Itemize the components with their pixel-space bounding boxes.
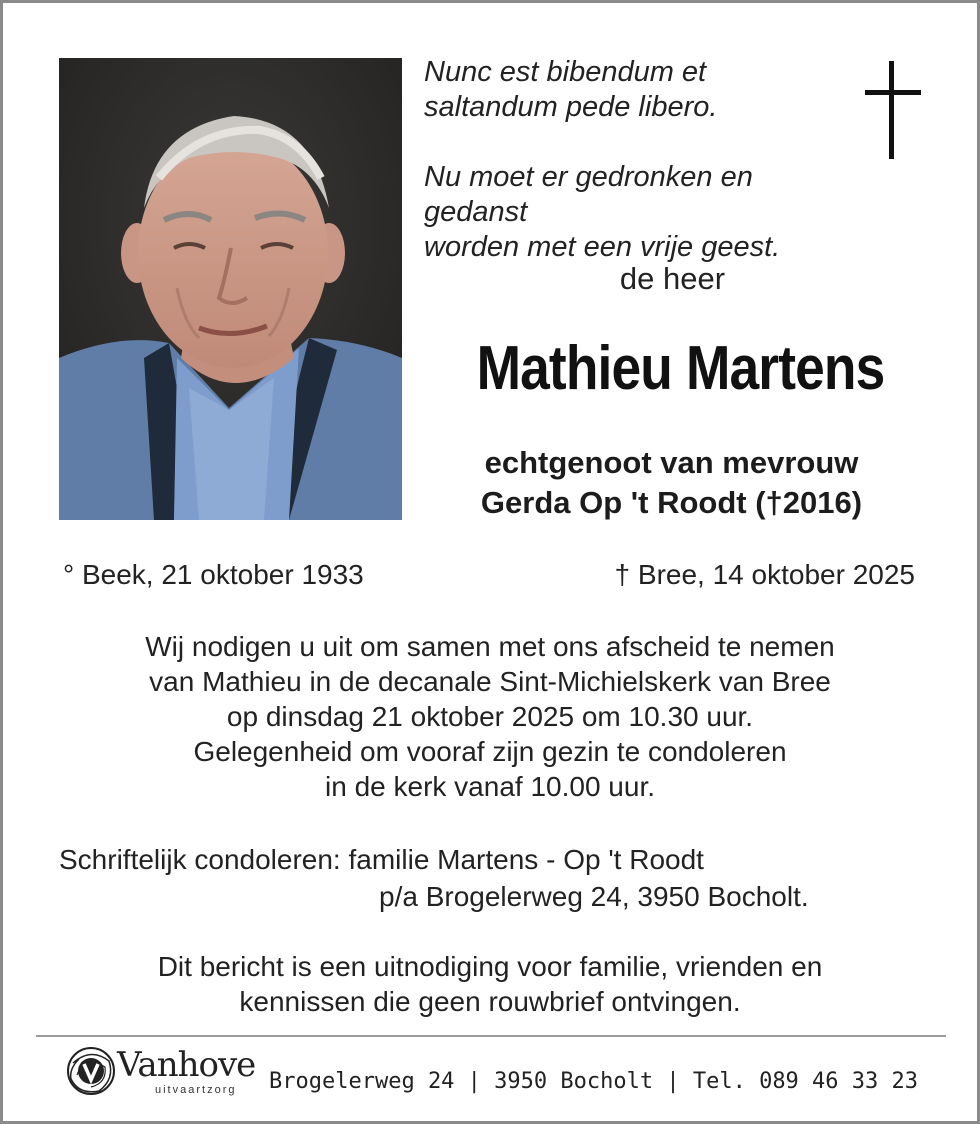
spouse-line: Gerda Op 't Roodt (†2016)	[480, 485, 863, 520]
spouse-info	[423, 443, 920, 523]
portrait-illustration	[59, 58, 402, 520]
motto-dutch-line: Nu moet er gedronken en gedanst	[424, 161, 753, 228]
footer-contact: Brogelerweg 24 | 3950 Bocholt | Tel. 089 46 33 23	[269, 1069, 919, 1094]
notice-line: Dit bericht is een uitnodiging voor familie, vrienden en	[157, 951, 823, 982]
motto-latin-line: saltandum pede libero.	[424, 91, 718, 123]
motto-latin	[424, 55, 864, 125]
invitation-line: van Mathieu in de decanale Sint-Michielskerk van Bree	[149, 666, 831, 697]
funeral-home-logo	[65, 1043, 255, 1103]
death-date: † Bree, 14 oktober 2025	[614, 559, 915, 590]
logo-name: Vanhove	[117, 1045, 256, 1085]
invitation-line: op dinsdag 21 oktober 2025 om 10.30 uur.	[226, 701, 754, 732]
portrait-photo	[59, 58, 402, 520]
invitation-line: in de kerk vanaf 10.00 uur.	[325, 771, 655, 802]
birth-date: ° Beek, 21 oktober 1933	[63, 559, 364, 590]
condolence-address	[59, 841, 879, 915]
logo-subtitle: uitvaartzorg	[155, 1084, 237, 1096]
funeral-invitation	[43, 629, 937, 804]
invitation-line: Wij nodigen u uit om samen met ons afscheid te nemen	[145, 631, 835, 662]
condolence-line: Schriftelijk condoleren: familie Martens - Op 't Roodt	[59, 844, 704, 875]
motto-latin-line: Nunc est bibendum et	[424, 56, 707, 88]
spouse-line: echtgenoot van mevrouw	[484, 445, 859, 480]
honorific: de heer	[619, 261, 726, 296]
deceased-name: Mathieu Martens	[476, 334, 885, 403]
footer-divider	[36, 1035, 946, 1037]
motto-dutch	[424, 160, 864, 265]
invitation-line: Gelegenheid om vooraf zijn gezin te condoleren	[193, 736, 787, 767]
motto-dutch-line: worden met een vrije geest.	[424, 231, 781, 263]
cross-icon	[865, 61, 921, 159]
notice-line: kennissen die geen rouwbrief ontvingen.	[239, 986, 741, 1017]
condolence-line: p/a Brogelerweg 24, 3950 Bocholt.	[379, 881, 809, 912]
motto-quote	[424, 55, 864, 265]
v-monogram-logo-icon	[65, 1045, 117, 1097]
notice-text	[43, 949, 937, 1019]
